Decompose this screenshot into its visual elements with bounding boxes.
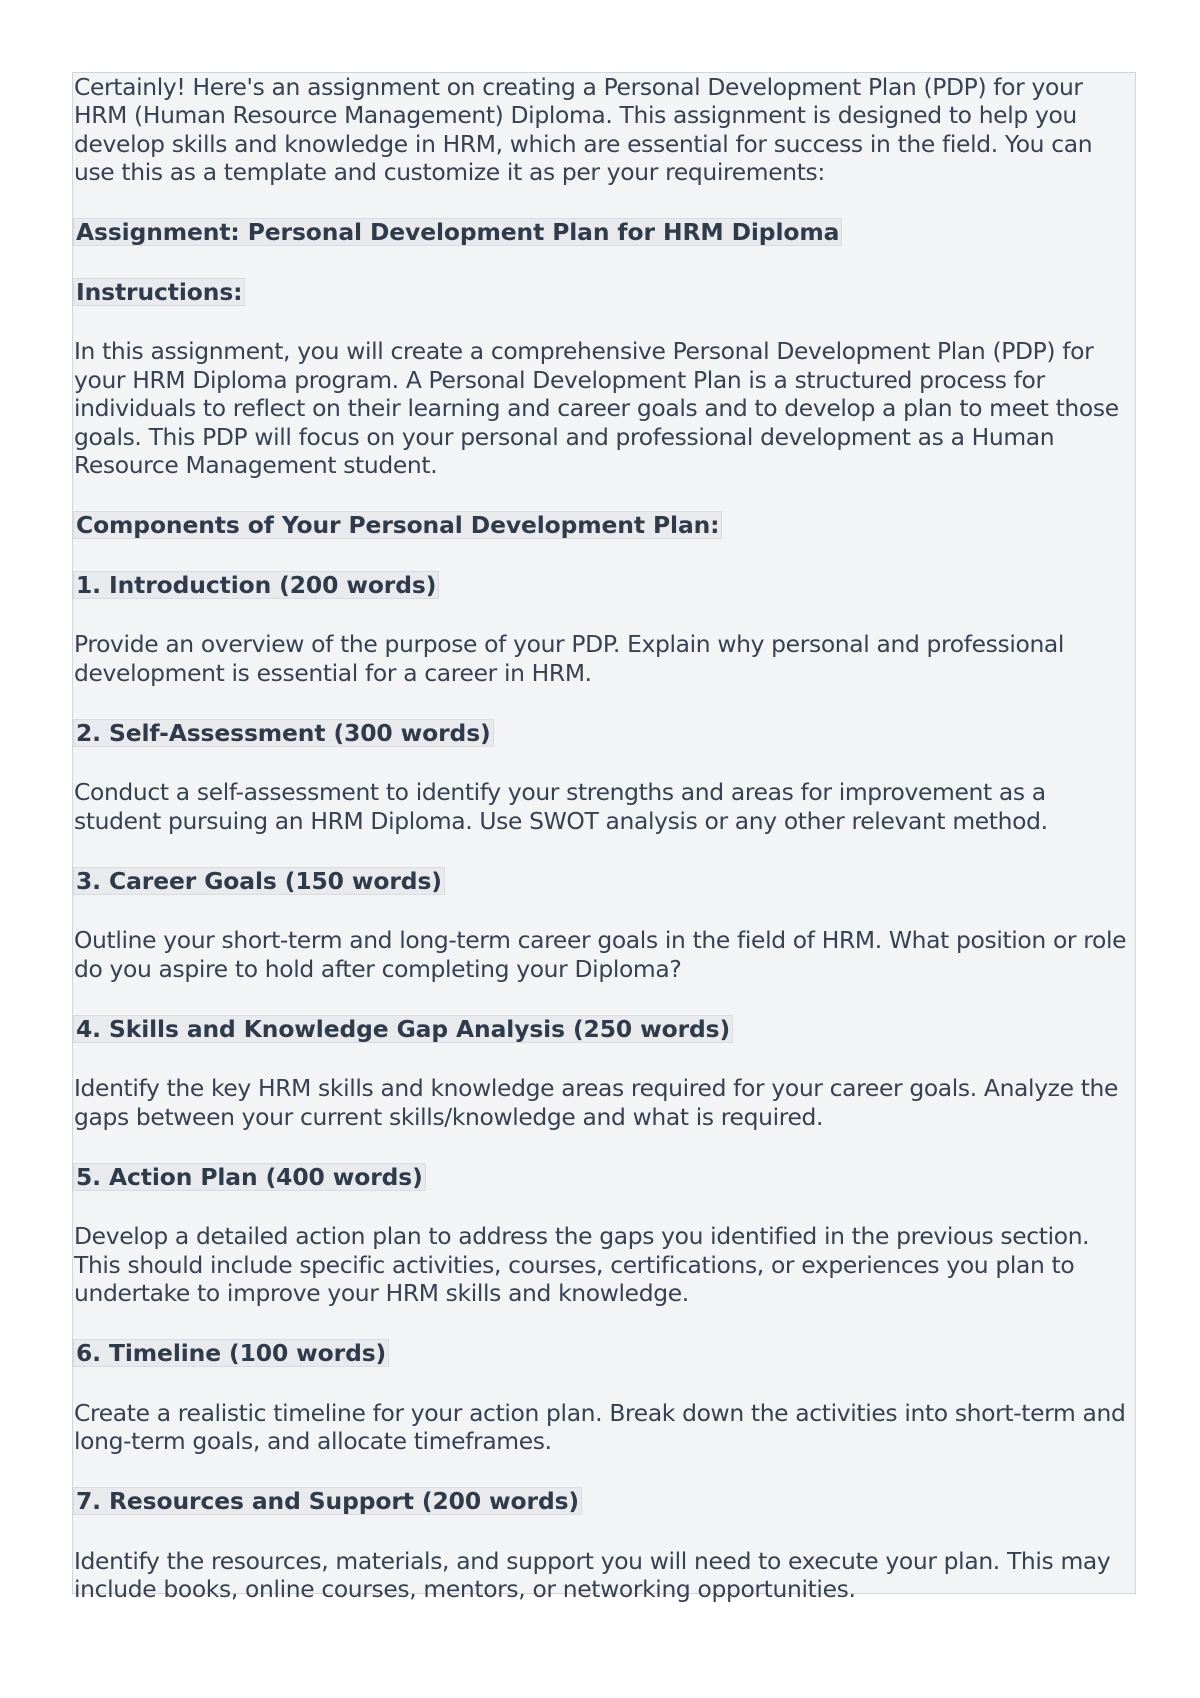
section-heading-wrap (73, 1487, 1135, 1515)
assignment-title: Assignment: Personal Development Plan for HRM Diploma (73, 218, 842, 246)
section-text-timeline: Create a realistic timeline for your action plan. Break down the activities into short-term and long-term goals, and allocate timeframes. (74, 1398, 1126, 1456)
section-text-career-goals: Outline your short-term and long-term career goals in the field of HRM. What position or role do you aspire to hold after completing your Diploma? (74, 926, 1127, 983)
document-page (72, 72, 1136, 1604)
section-text-action-plan: Develop a detailed action plan to address the gaps you identified in the previous section. This should include specific activities, courses, certifications, or experiences you plan to undertake to improve your HRM skills and knowledge. (74, 1222, 1090, 1308)
components-heading-wrap (73, 511, 1135, 539)
section-text-resources: Identify the resources, materials, and support you will need to execute your plan. This may include books, online courses, mentors, or networking opportunities. (74, 1546, 1111, 1604)
section-text-introduction: Provide an overview of the purpose of your PDP. Explain why personal and professional development is essential for a career in HRM. (74, 630, 1065, 687)
section-heading-gap-analysis: 4. Skills and Knowledge Gap Analysis (250 words) (73, 1015, 733, 1043)
section-heading-wrap (73, 1163, 1135, 1191)
instructions-paragraph: In this assignment, you will create a comprehensive Personal Development Plan (PDP) for your HRM Diploma program. A Personal Development Plan is a structured process for individuals to reflect on their learning and career goals and to develop a plan to meet those goals. This PDP will focus on your personal and professional development as a Human Resource Management student. (74, 337, 1119, 480)
section-text-gap-analysis: Identify the key HRM skills and knowledge areas required for your career goals. Analyze the gaps between your current skills/knowledge and what is required. (74, 1074, 1119, 1131)
instructions-heading-wrap (73, 278, 1135, 306)
section-heading-wrap (73, 1339, 1135, 1367)
section-heading-wrap (73, 571, 1135, 599)
section-text-self-assessment: Conduct a self-assessment to identify your strengths and areas for improvement as a student pursuing an HRM Diploma. Use SWOT analysis or any other relevant method. (74, 778, 1048, 835)
instructions-heading: Instructions: (73, 278, 245, 306)
section-heading-introduction: 1. Introduction (200 words) (73, 571, 439, 599)
section-heading-wrap (73, 1015, 1135, 1043)
intro-paragraph: Certainly! Here's an assignment on creating a Personal Development Plan (PDP) for your HRM (Human Resource Management) Diploma. This assignment is designed to help you develop skills and knowledge in HRM, which are essential for success in the field. You can use this as a template and customize it as per your requirements: (74, 73, 1093, 187)
assignment-title-wrap (73, 218, 1135, 246)
section-heading-self-assessment: 2. Self-Assessment (300 words) (73, 719, 494, 747)
section-heading-resources: 7. Resources and Support (200 words) (73, 1487, 582, 1515)
section-heading-wrap (73, 719, 1135, 747)
section-heading-action-plan: 5. Action Plan (400 words) (73, 1163, 426, 1191)
section-heading-wrap (73, 867, 1135, 895)
section-heading-career-goals: 3. Career Goals (150 words) (73, 867, 445, 895)
components-heading: Components of Your Personal Development Plan: (73, 511, 722, 539)
section-heading-timeline: 6. Timeline (100 words) (73, 1339, 389, 1367)
